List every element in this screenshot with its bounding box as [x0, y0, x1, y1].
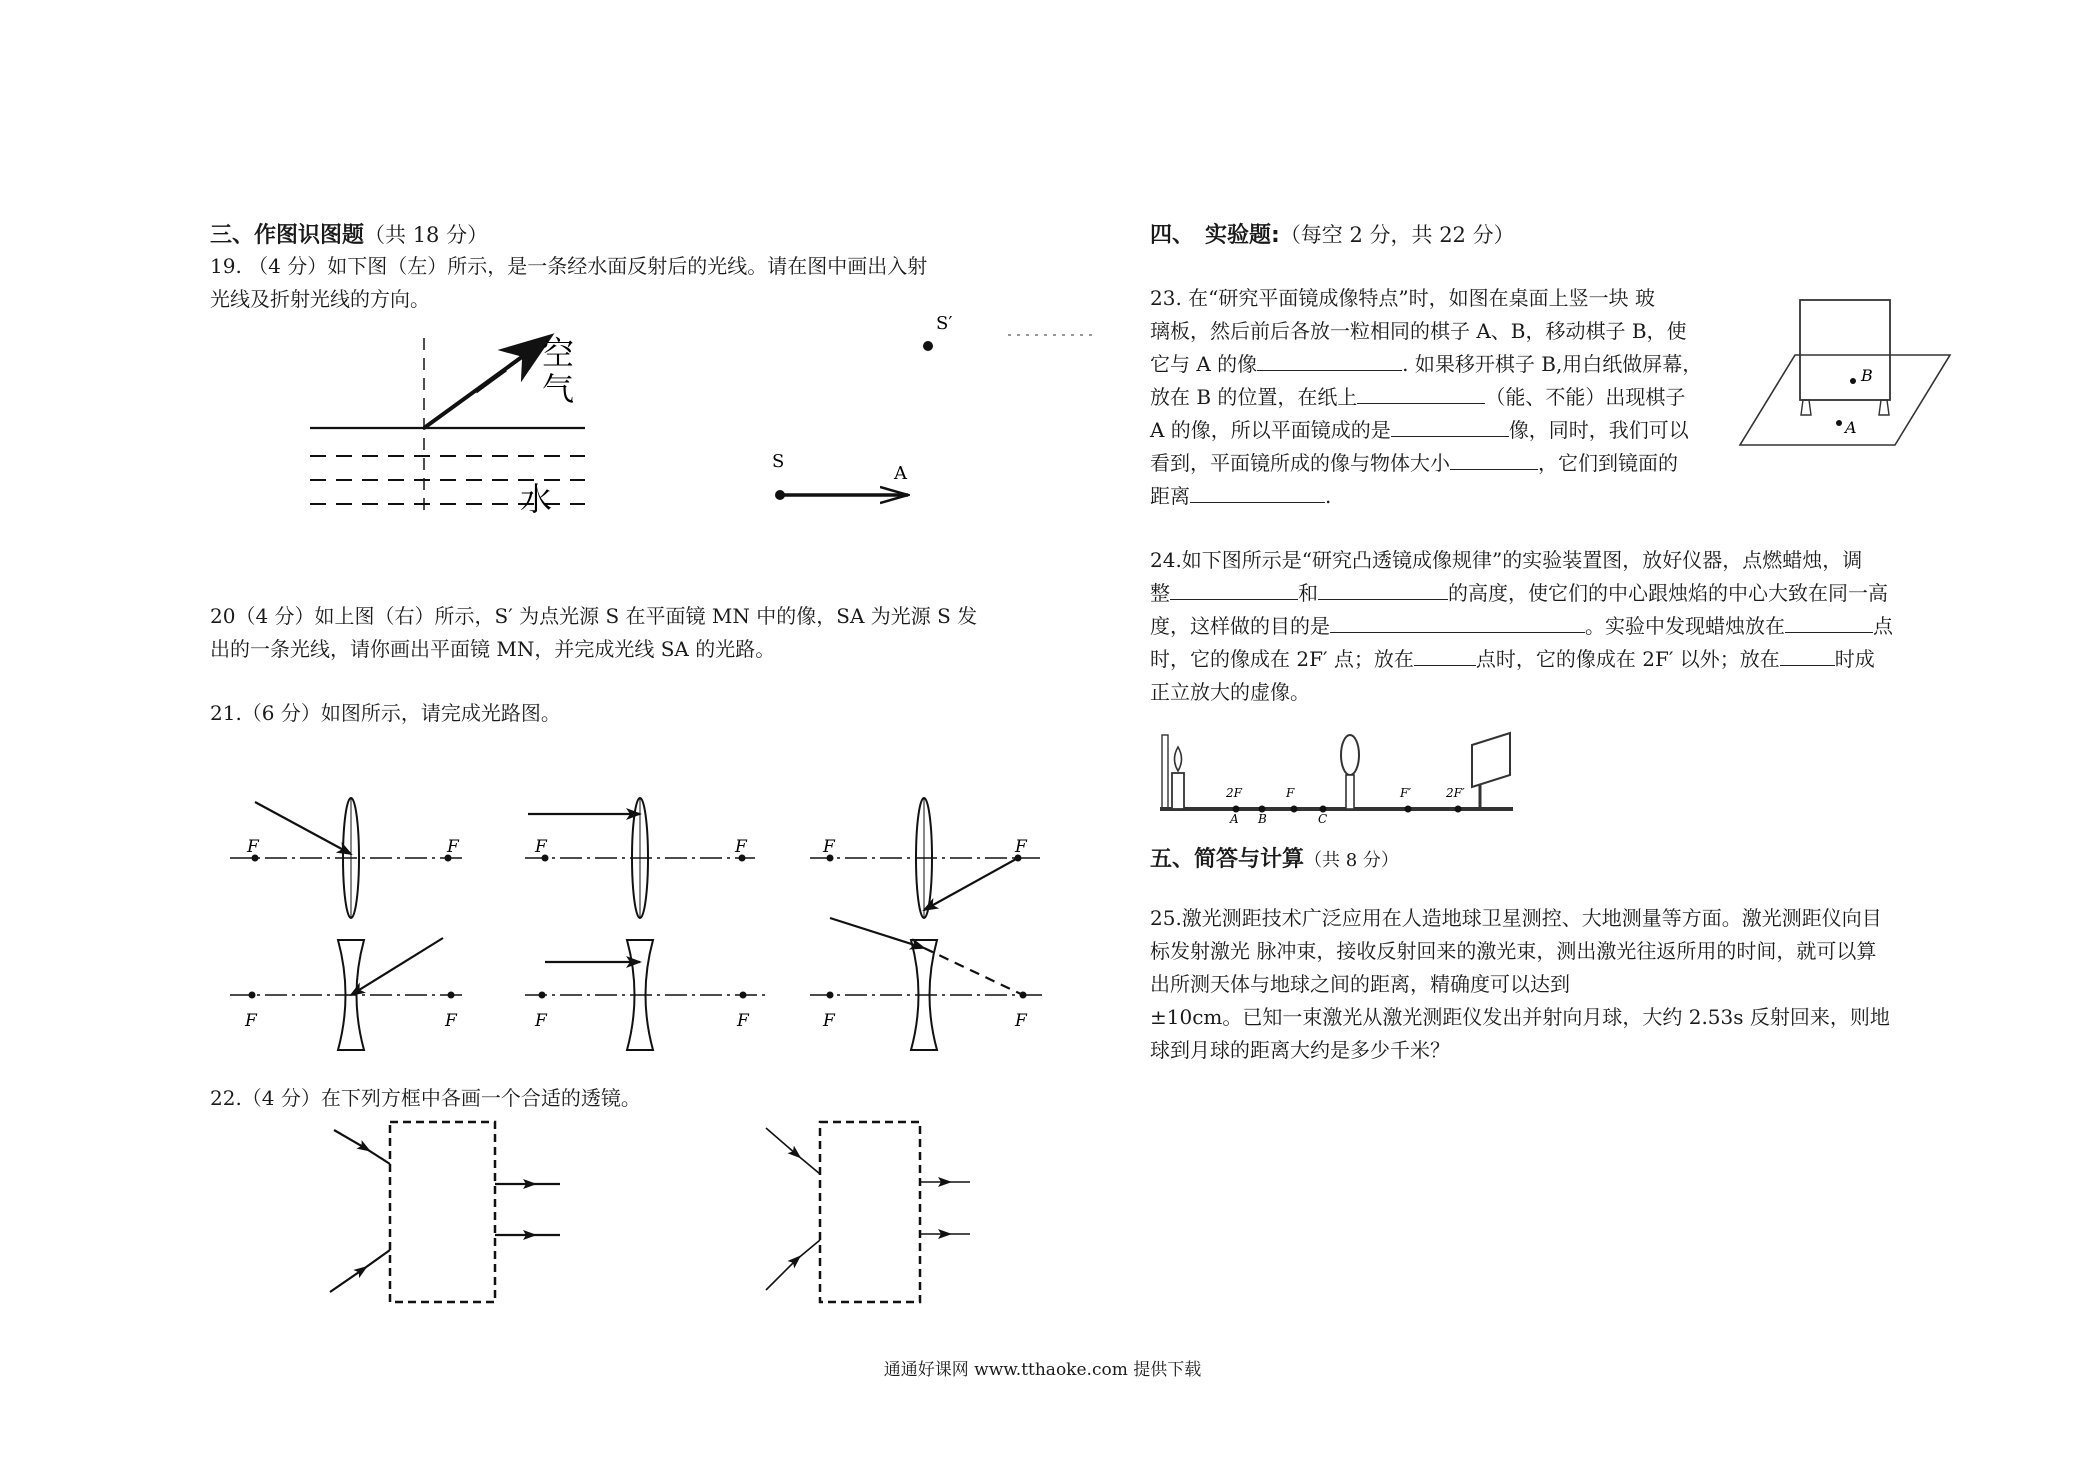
blank-q24-3[interactable]: [1330, 612, 1585, 633]
dashed-box-left: [390, 1122, 495, 1302]
point-f-prime: [1405, 806, 1412, 813]
candle-holder: [1162, 735, 1168, 809]
q23-line4: 放在 B 的位置，在纸上 （能、不能）出现棋子: [1150, 385, 1686, 409]
section4-note: （每空 2 分，共 22 分）: [1279, 223, 1515, 247]
left-incoming-ray-bottom: [330, 1250, 390, 1292]
q25-line1: 25.激光测距技术广泛应用在人造地球卫星测控、大地测量等方面。激光测距仪向目: [1150, 906, 1882, 930]
point-2f-prime: [1455, 806, 1462, 813]
section5-heading: [1150, 842, 1399, 873]
q23-line6: 看到，平面镜所成的像与物体大小 ，它们到镜面的: [1150, 451, 1678, 475]
q19-line1: 19. （4 分）如下图（左）所示，是一条经水面反射后的光线。请在图中画出入射: [210, 254, 928, 278]
section4-heading: [1150, 218, 1515, 249]
blank-q23-1[interactable]: [1257, 350, 1402, 371]
label-c: C: [1318, 812, 1328, 825]
figure-24: [1158, 725, 1518, 825]
q25-line3: 出所测天体与地球之间的距离，精确度可以达到: [1150, 972, 1570, 996]
q23-line3: 它与 A 的像 . 如果移开棋子 B,用白纸做屏幕，: [1150, 352, 1703, 376]
plate-support-right: [1879, 400, 1889, 415]
section3-heading: [210, 218, 488, 249]
focus-label: F: [535, 837, 547, 857]
lens-holder: [1346, 775, 1354, 809]
label-s: S: [772, 451, 785, 472]
q23-line1: 23. 在“研究平面镜成像特点”时，如图在桌面上竖一块 玻: [1150, 286, 1655, 310]
candle: [1172, 773, 1184, 809]
focus-label: F: [1015, 837, 1027, 857]
ray-6: [830, 918, 924, 948]
focus-label: F: [823, 837, 835, 857]
figure-20: [740, 305, 1110, 520]
blank-q24-1[interactable]: [1170, 579, 1298, 600]
ray-3: [924, 858, 1018, 910]
question-25: [1150, 902, 1960, 1067]
focus-label: F: [823, 1011, 835, 1031]
ray-6-extension: [924, 948, 1023, 995]
q20-line1: 20（4 分）如上图（右）所示，S′ 为点光源 S 在平面镜 MN 中的像，SA 为光源 S 发: [210, 604, 978, 628]
blank-q23-3[interactable]: [1391, 416, 1509, 437]
label-water: 水: [520, 480, 553, 518]
focus-label: F: [735, 837, 747, 857]
label-a: A: [1230, 812, 1239, 825]
label-a: A: [894, 463, 907, 484]
label-b: B: [1258, 812, 1267, 825]
focus-point: [539, 992, 546, 999]
focus-label: F: [445, 1011, 457, 1031]
label-air-top: 空: [542, 334, 575, 372]
q23-line2: 璃板，然后前后各放一粒相同的棋子 A、B，移动棋子 B，使: [1150, 319, 1687, 343]
piece-a: [1836, 420, 1842, 426]
candle-flame: [1175, 747, 1182, 771]
blank-q24-4[interactable]: [1785, 612, 1873, 633]
q24-line2: 整 和 的高度，使它们的中心跟烛焰的中心大致在同一高: [1150, 581, 1888, 605]
point-f: [1291, 806, 1298, 813]
piece-b: [1850, 378, 1856, 384]
q23-line7: 距离 .: [1150, 484, 1332, 508]
section5-title: 五、简答与计算: [1150, 847, 1305, 872]
plate-support-left: [1801, 400, 1811, 415]
q24-line3: 度，这样做的目的是 。实验中发现蜡烛放在 点: [1150, 614, 1893, 638]
label-b: B: [1861, 366, 1873, 385]
focus-point: [448, 992, 455, 999]
focus-label: F: [247, 837, 259, 857]
label-2f: 2F: [1226, 786, 1242, 800]
q25-line4: ±10cm。已知一束激光从激光测距仪发出并射向月球，大约 2.53s 反射回来，则地: [1150, 1005, 1890, 1029]
focus-point: [740, 992, 747, 999]
section4-title: 四、 实验题:: [1150, 223, 1280, 248]
blank-q24-6[interactable]: [1780, 645, 1835, 666]
blank-q23-5[interactable]: [1190, 482, 1325, 503]
blank-q24-5[interactable]: [1414, 645, 1476, 666]
convex-lens: [1341, 735, 1359, 775]
right-incoming-ray-top: [766, 1128, 820, 1174]
ray-4: [351, 938, 443, 995]
question-23: [1150, 282, 1720, 513]
focus-label: F: [535, 1011, 547, 1031]
focus-label: F: [447, 837, 459, 857]
q19-line2: 光线及折射光线的方向。: [210, 287, 430, 311]
focus-point: [249, 992, 256, 999]
section3-note: （共 18 分）: [364, 223, 489, 247]
q20-line2: 出的一条光线，请你画出平面镜 MN，并完成光线 SA 的光路。: [210, 637, 776, 661]
footer: 通通好课网 www.tthaoke.com 提供下载: [883, 1360, 1202, 1380]
label-s-prime: S′: [936, 313, 953, 334]
glass-plate: [1800, 300, 1890, 400]
q24-line4: 时，它的像成在 2F′ 点；放在 点时，它的像成在 2F′ 以外；放在 时成: [1150, 647, 1875, 671]
label-f-prime: F′: [1400, 786, 1412, 800]
label-a: A: [1845, 418, 1857, 437]
question-24: [1150, 544, 1960, 709]
question-20: [210, 600, 1110, 666]
focus-label: F: [737, 1011, 749, 1031]
reflected-ray-double: [476, 370, 506, 392]
figure-23: [1735, 295, 1965, 465]
figure-22: [320, 1110, 1000, 1320]
ray-1: [255, 802, 351, 854]
question-21: 21.（6 分）如图所示，请完成光路图。: [210, 701, 561, 725]
q24-line5: 正立放大的虚像。: [1150, 680, 1310, 704]
right-incoming-ray-bottom: [766, 1240, 820, 1290]
label-2f-prime: 2F′: [1446, 786, 1465, 800]
q23-line5: A 的像，所以平面镜成的是 像，同时，我们可以: [1150, 418, 1689, 442]
blank-q24-2[interactable]: [1318, 579, 1448, 600]
figure-19: [300, 328, 600, 528]
focus-point: [827, 992, 834, 999]
focus-label: F: [245, 1011, 257, 1031]
label-f: F: [1286, 786, 1295, 800]
section5-note: （共 8 分）: [1304, 850, 1399, 871]
blank-q23-4[interactable]: [1450, 449, 1538, 470]
left-incoming-ray-top: [334, 1130, 390, 1164]
figure-21: [225, 790, 1065, 1055]
focus-label: F: [1015, 1011, 1027, 1031]
point-s-prime: [923, 341, 933, 351]
dashed-box-right: [820, 1122, 920, 1302]
blank-q23-2[interactable]: [1357, 383, 1485, 404]
q25-line2: 标发射激光 脉冲束，接收反射回来的激光束，测出激光往返所用的时间，就可以算: [1150, 939, 1877, 963]
screen: [1472, 733, 1510, 787]
label-air-bottom: 气: [542, 370, 575, 408]
question-22: 22.（4 分）在下列方框中各画一个合适的透镜。: [210, 1086, 641, 1110]
q25-line5: 球到月球的距离大约是多少千米？: [1150, 1038, 1450, 1062]
q24-line1: 24.如下图所示是“研究凸透镜成像规律”的实验装置图，放好仪器，点燃蜡烛，调: [1150, 548, 1863, 572]
section3-title: 三、作图识图题: [210, 223, 365, 248]
